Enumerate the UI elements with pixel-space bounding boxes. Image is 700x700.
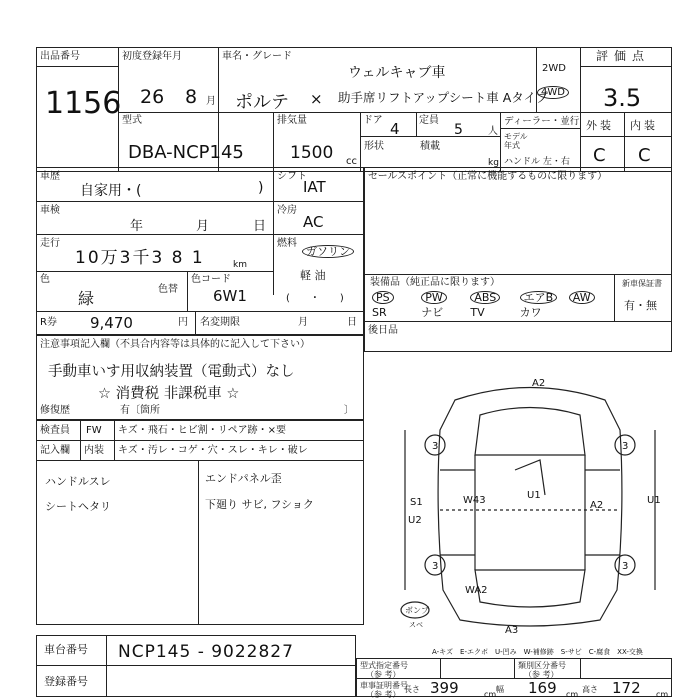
- height-unit: cm: [656, 690, 669, 699]
- score-label: 評価点: [596, 49, 651, 63]
- diagram-legend: A-キズ E-エクボ U-凹み W-補修跡 S-サビ C-腐食 XX-交換: [432, 648, 643, 656]
- door-value: 4: [390, 120, 400, 138]
- repair-label: 修復歴: [40, 405, 70, 416]
- diagram-center-right-mark: A2: [590, 500, 604, 511]
- registration-label: 登録番号: [44, 675, 88, 688]
- entry-label: 記入欄: [40, 445, 70, 456]
- history-close: ): [258, 180, 264, 196]
- entry-area: 内装: [84, 445, 104, 456]
- yen-unit: 円: [178, 317, 188, 328]
- category-label: 類別区分番号: [518, 661, 566, 670]
- type-designation-sub: （参 考）: [366, 670, 401, 679]
- recycle-amount: 9,470: [90, 314, 133, 332]
- kg-unit: kg: [488, 158, 499, 168]
- inspection-month: 月: [196, 219, 210, 234]
- model-label: 型式: [122, 115, 142, 126]
- history-label: 車歴: [40, 171, 60, 182]
- shape-label: 形状: [364, 141, 384, 152]
- dealer-label: ディーラー・並行: [504, 116, 580, 127]
- cert-sub: （参 考）: [366, 690, 401, 699]
- diagram-right-mark: U1: [647, 495, 661, 506]
- diagram-bottom-inner: WA2: [465, 585, 488, 596]
- shift-value: IAT: [303, 178, 326, 196]
- diagram-bottom-mark: A3: [505, 625, 519, 636]
- registration-month-unit: 月: [206, 96, 216, 107]
- diagram-rear-left: 3: [432, 561, 439, 572]
- equipment-item: TV: [470, 306, 485, 319]
- warranty-value: 有・無: [624, 299, 657, 312]
- chassis-label: 車台番号: [44, 643, 88, 656]
- equipment-label: 装備品（純正品に限ります）: [370, 277, 500, 288]
- length-value: 399: [430, 679, 459, 697]
- car-damage-diagram: [395, 370, 665, 640]
- width-label: 幅: [496, 685, 504, 694]
- color-value: 緑: [78, 289, 95, 308]
- repair-value: 有〔箇所: [120, 405, 160, 416]
- car-name-label: 車名・グレード: [222, 51, 292, 62]
- lot-number-label: 出品番号: [40, 51, 80, 62]
- equipment-item: ABS: [470, 291, 500, 304]
- shift-label: シフト: [277, 171, 307, 182]
- cooler-value: AC: [303, 213, 324, 231]
- first-registration-label: 初度登録年月: [122, 51, 182, 62]
- capacity-value: 5: [454, 122, 463, 138]
- sales-frame: [364, 167, 672, 352]
- equipment-item: カワ: [519, 306, 542, 319]
- height-value: 172: [612, 679, 641, 697]
- cert-label: 車事証明番号: [360, 681, 408, 690]
- sales-point-label: セールスポイント（正常に機能するものに限ります）: [368, 171, 608, 182]
- diagram-front-right: 3: [622, 441, 629, 452]
- model-value: DBA-NCP145: [128, 142, 244, 163]
- equipment-item: SR: [372, 306, 387, 319]
- mileage-value: 10万3千3 8 1: [75, 248, 205, 268]
- capacity-unit: 人: [488, 126, 498, 137]
- length-unit: cm: [484, 690, 497, 699]
- defect-left-1: ハンドルスレ: [45, 475, 111, 488]
- fuel-diesel: 軽 油: [300, 269, 326, 282]
- equipment-item: ナビ: [421, 306, 444, 319]
- km-unit: km: [233, 260, 247, 270]
- length-label: 長さ: [404, 685, 420, 694]
- width-unit: cm: [566, 690, 579, 699]
- model-year-label-1: モデル: [504, 132, 528, 141]
- inspector-items: キズ・飛石・ヒビ割・リペア跡・×要: [118, 425, 286, 436]
- equipment-row2: [366, 306, 612, 320]
- inspector-fw: FW: [86, 425, 102, 436]
- drive-4wd: 4WD: [537, 86, 569, 99]
- defect-left-2: シートヘタリ: [45, 500, 111, 513]
- entry-items: キズ・汚レ・コゲ・穴・スレ・キレ・破レ: [118, 445, 308, 456]
- color-code-label: 色コード: [191, 274, 231, 285]
- diagram-bumper-sub: スベ: [409, 621, 423, 629]
- caution-line2: ☆ 消費税 非課税車 ☆: [98, 386, 240, 402]
- term-month: 月: [298, 317, 308, 328]
- diagram-left-mark-a: S1: [410, 497, 423, 508]
- equipment-item: PS: [372, 291, 394, 304]
- exterior-label: 外装: [586, 119, 614, 132]
- defect-right-2: 下廻り サビ, フショク: [205, 498, 314, 511]
- exterior-grade: C: [593, 145, 606, 166]
- registration-year: 26: [140, 86, 165, 108]
- cc-unit: cc: [346, 156, 357, 167]
- handle-label: ハンドル 左・右: [504, 157, 570, 167]
- diagram-bumper-note: ボンプ: [405, 606, 429, 615]
- mileage-label: 走行: [40, 238, 60, 249]
- car-mark: ×: [310, 90, 323, 108]
- type-designation-label: 型式指定番号: [360, 661, 408, 670]
- displacement-label: 排気量: [277, 115, 307, 126]
- drive-2wd: 2WD: [542, 63, 566, 74]
- warranty-label: 新車保証書: [622, 279, 662, 288]
- retrofit-label: 後日品: [368, 325, 398, 336]
- term-label: 名変期限: [200, 317, 240, 328]
- equipment-row1: [366, 290, 612, 304]
- interior-grade: C: [638, 145, 651, 166]
- inspection-label: 車検: [40, 205, 60, 216]
- inspector-label: 検査員: [40, 425, 70, 436]
- car-grade-line2: 助手席リフトアップシート車 Aタイプ: [338, 90, 549, 105]
- width-value: 169: [528, 679, 557, 697]
- car-grade-line1: ウェルキャブ車: [348, 65, 446, 81]
- displacement-value: 1500: [290, 143, 334, 163]
- caution-line1: 手動車いす用収納装置（電動式）なし: [48, 364, 295, 380]
- color-code-value: 6W1: [213, 287, 247, 305]
- diagram-center-mark: U1: [527, 490, 541, 501]
- caution-label: 注意事項記入欄（不具合内容等は具体的に記入して下さい）: [40, 339, 310, 350]
- load-label: 積載: [420, 141, 440, 152]
- diagram-front-left: 3: [432, 441, 439, 452]
- chassis-number: NCP145 - 9022827: [118, 642, 294, 662]
- cooler-label: 冷房: [277, 205, 297, 216]
- diagram-center-left-mark: W43: [463, 495, 486, 506]
- model-year-label-2: 年式: [504, 141, 520, 150]
- repair-close: 〕: [344, 405, 354, 416]
- color-label: 色: [40, 274, 50, 285]
- fuel-gasoline: ガソリン: [302, 245, 354, 258]
- door-label: ドア: [363, 115, 383, 126]
- inspection-day: 日: [253, 219, 267, 234]
- diagram-top-mark: A2: [532, 378, 546, 389]
- fuel-label: 燃料: [277, 238, 297, 249]
- history-value: 自家用・(: [80, 183, 142, 199]
- car-name: ポルテ: [235, 92, 289, 113]
- color-change-label: 色替: [158, 284, 178, 295]
- height-label: 高さ: [582, 685, 598, 694]
- equipment-item: AW: [569, 291, 595, 304]
- defect-right-1: エンドパネル歪: [205, 472, 282, 485]
- category-sub: （参 考）: [524, 670, 559, 679]
- capacity-label: 定員: [419, 115, 439, 126]
- equipment-item: エアB: [520, 291, 558, 304]
- fuel-other: ( ・ ): [286, 293, 344, 304]
- equipment-item: PW: [421, 291, 447, 304]
- diagram-rear-right: 3: [622, 561, 629, 572]
- term-day: 日: [347, 317, 357, 328]
- inspection-year: 年: [130, 219, 144, 234]
- score-value: 3.5: [603, 84, 642, 112]
- interior-label: 内装: [630, 119, 658, 132]
- diagram-left-mark-b: U2: [408, 515, 422, 526]
- lot-number: 1156: [45, 86, 122, 121]
- recycle-label: R券: [40, 317, 57, 328]
- registration-month: 8: [185, 86, 198, 108]
